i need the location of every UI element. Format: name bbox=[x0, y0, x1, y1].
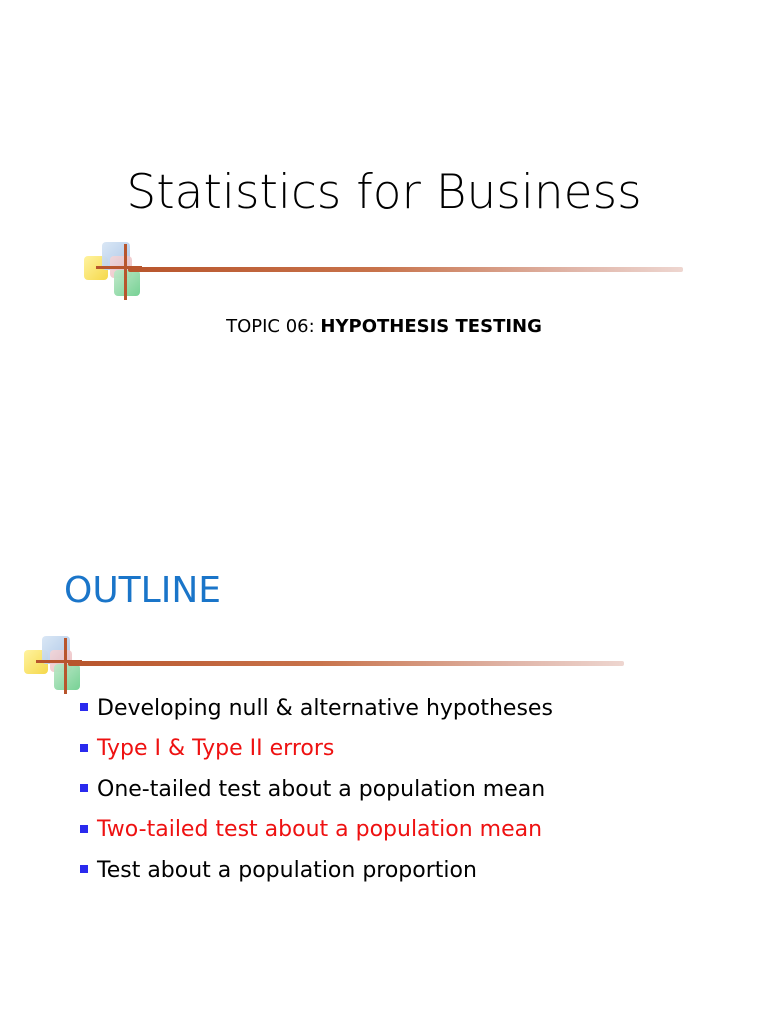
topic-prefix: TOPIC 06: bbox=[226, 316, 321, 337]
topic-name: HYPOTHESIS TESTING bbox=[320, 316, 542, 337]
list-item-text: Two-tailed test about a population mean bbox=[97, 817, 543, 843]
square-bullet-icon bbox=[80, 744, 88, 752]
square-bullet-icon bbox=[80, 865, 88, 873]
outline-divider bbox=[68, 661, 624, 666]
list-item bbox=[80, 769, 553, 810]
list-item-text: Developing null & alternative hypotheses bbox=[97, 695, 553, 721]
square-bullet-icon bbox=[80, 825, 88, 833]
list-item-text: Test about a population proportion bbox=[97, 857, 477, 883]
list-item bbox=[80, 850, 553, 891]
topic-subtitle bbox=[0, 316, 768, 337]
list-item bbox=[80, 729, 553, 770]
title-divider bbox=[128, 267, 683, 272]
square-bullet-icon bbox=[80, 703, 88, 711]
outline-list bbox=[80, 688, 553, 891]
list-item-text: One-tailed test about a population mean bbox=[97, 776, 546, 802]
list-item-text: Type I & Type II errors bbox=[97, 736, 335, 762]
decorative-squares-icon bbox=[24, 636, 88, 698]
square-bullet-icon bbox=[80, 784, 88, 792]
list-item bbox=[80, 810, 553, 851]
slide-title: Statistics for Business bbox=[126, 165, 642, 220]
list-item bbox=[80, 688, 553, 729]
decorative-squares-icon bbox=[84, 242, 148, 304]
outline-heading: OUTLINE bbox=[64, 570, 222, 611]
